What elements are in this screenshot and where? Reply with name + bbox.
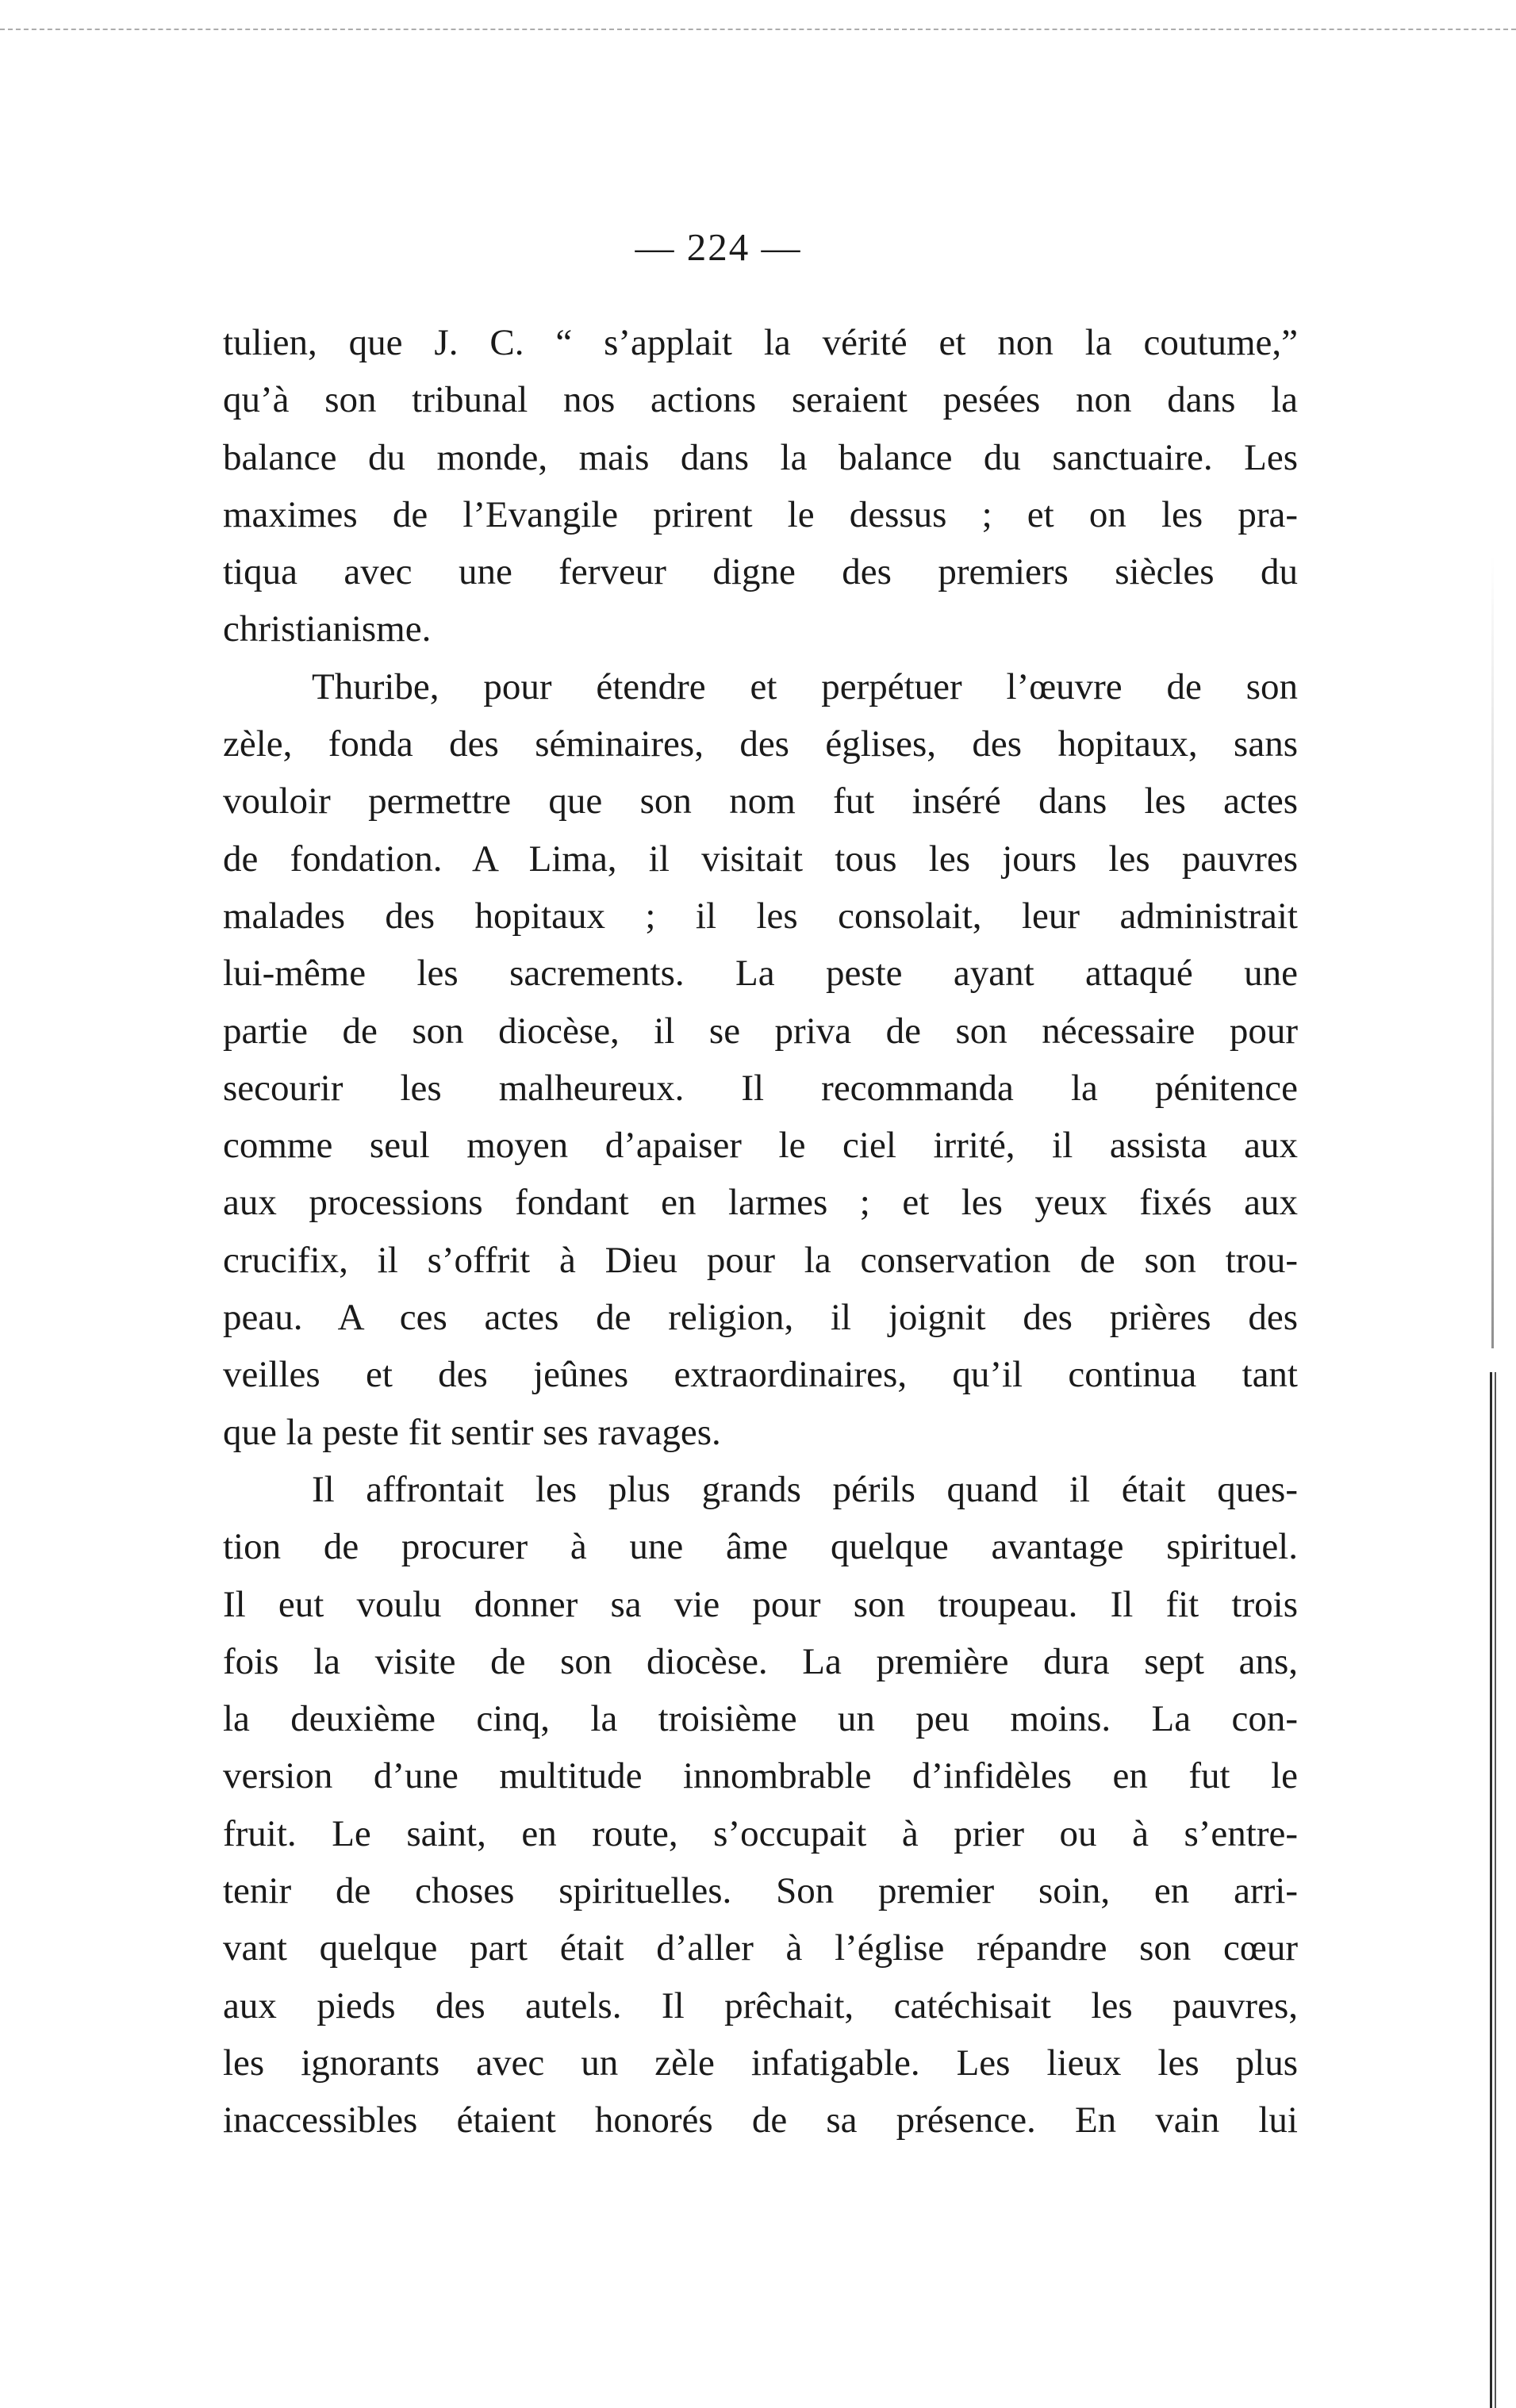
text-line: Il eut voulu donner sa vie pour son troupeau. Il fit trois xyxy=(223,1583,1298,1625)
page-number: — 224 — xyxy=(635,225,802,269)
text-line: lui-même les sacrements. La peste ayant attaqué une xyxy=(223,953,1298,995)
text-line: aux pieds des autels. Il prêchait, catéchisait les pauvres, xyxy=(223,1984,1298,2026)
text-line: Thuribe, pour étendre et perpétuer l’œuvre de son xyxy=(312,665,1298,707)
text-line: tiqua avec une ferveur digne des premiers siècles du xyxy=(223,551,1298,593)
text-line: tulien, que J. C. “ s’applait la vérité et non la coutume,” xyxy=(223,322,1298,363)
text-line: partie de son diocèse, il se priva de son nécessaire pour xyxy=(223,1010,1298,1052)
text-line: christianisme. xyxy=(223,608,432,650)
binding-shadow xyxy=(1491,555,1494,1348)
top-edge-rule xyxy=(0,29,1516,30)
text-line: balance du monde, mais dans la balance du sanctuaire. Les xyxy=(223,436,1298,478)
text-line: vouloir permettre que son nom fut inséré dans les actes xyxy=(223,780,1298,822)
text-line: les ignorants avec un zèle infatigable. Les lieux les plus xyxy=(223,2042,1298,2084)
text-line: tenir de choses spirituelles. Son premier soin, en arri- xyxy=(223,1870,1298,1912)
text-line: version d’une multitude innombrable d’infidèles en fut le xyxy=(223,1755,1298,1797)
text-line: peau. A ces actes de religion, il joignit des prières des xyxy=(223,1297,1298,1339)
text-line: malades des hopitaux ; il les consolait, leur administrait xyxy=(223,895,1298,937)
paragraph xyxy=(223,658,1298,1461)
text-line: de fondation. A Lima, il visitait tous les jours les pauvres xyxy=(223,838,1298,880)
text-line: que la peste fit sentir ses ravages. xyxy=(223,1411,721,1453)
text-line: crucifix, il s’offrit à Dieu pour la conservation de son trou- xyxy=(223,1239,1298,1281)
text-line: aux processions fondant en larmes ; et les yeux fixés aux xyxy=(223,1182,1298,1224)
text-line: zèle, fonda des séminaires, des églises, des hopitaux, sans xyxy=(223,723,1298,765)
body-text xyxy=(223,314,1298,2149)
book-binding-edge xyxy=(1490,1372,1496,2408)
text-line: maximes de l’Evangile prirent le dessus ; et on les pra- xyxy=(223,493,1298,535)
text-line: veilles et des jeûnes extraordinaires, qu’il continua tant xyxy=(223,1354,1298,1396)
text-line: Il affrontait les plus grands périls quand il était ques- xyxy=(312,1468,1298,1510)
paragraph xyxy=(223,314,1298,658)
text-line: vant quelque part était d’aller à l’église répandre son cœur xyxy=(223,1927,1298,1969)
paragraph xyxy=(223,1461,1298,2149)
text-line: comme seul moyen d’apaiser le ciel irrité, il assista aux xyxy=(223,1125,1298,1167)
text-line: fois la visite de son diocèse. La première dura sept ans, xyxy=(223,1640,1298,1682)
text-line: tion de procurer à une âme quelque avantage spirituel. xyxy=(223,1526,1298,1568)
text-line: secourir les malheureux. Il recommanda la pénitence xyxy=(223,1067,1298,1109)
text-line: fruit. Le saint, en route, s’occupait à prier ou à s’entre- xyxy=(223,1812,1298,1854)
text-line: inaccessibles étaient honorés de sa présence. En vain lui xyxy=(223,2099,1298,2142)
text-line: qu’à son tribunal nos actions seraient pesées non dans la xyxy=(223,379,1298,421)
text-line: la deuxième cinq, la troisième un peu moins. La con- xyxy=(223,1698,1298,1740)
